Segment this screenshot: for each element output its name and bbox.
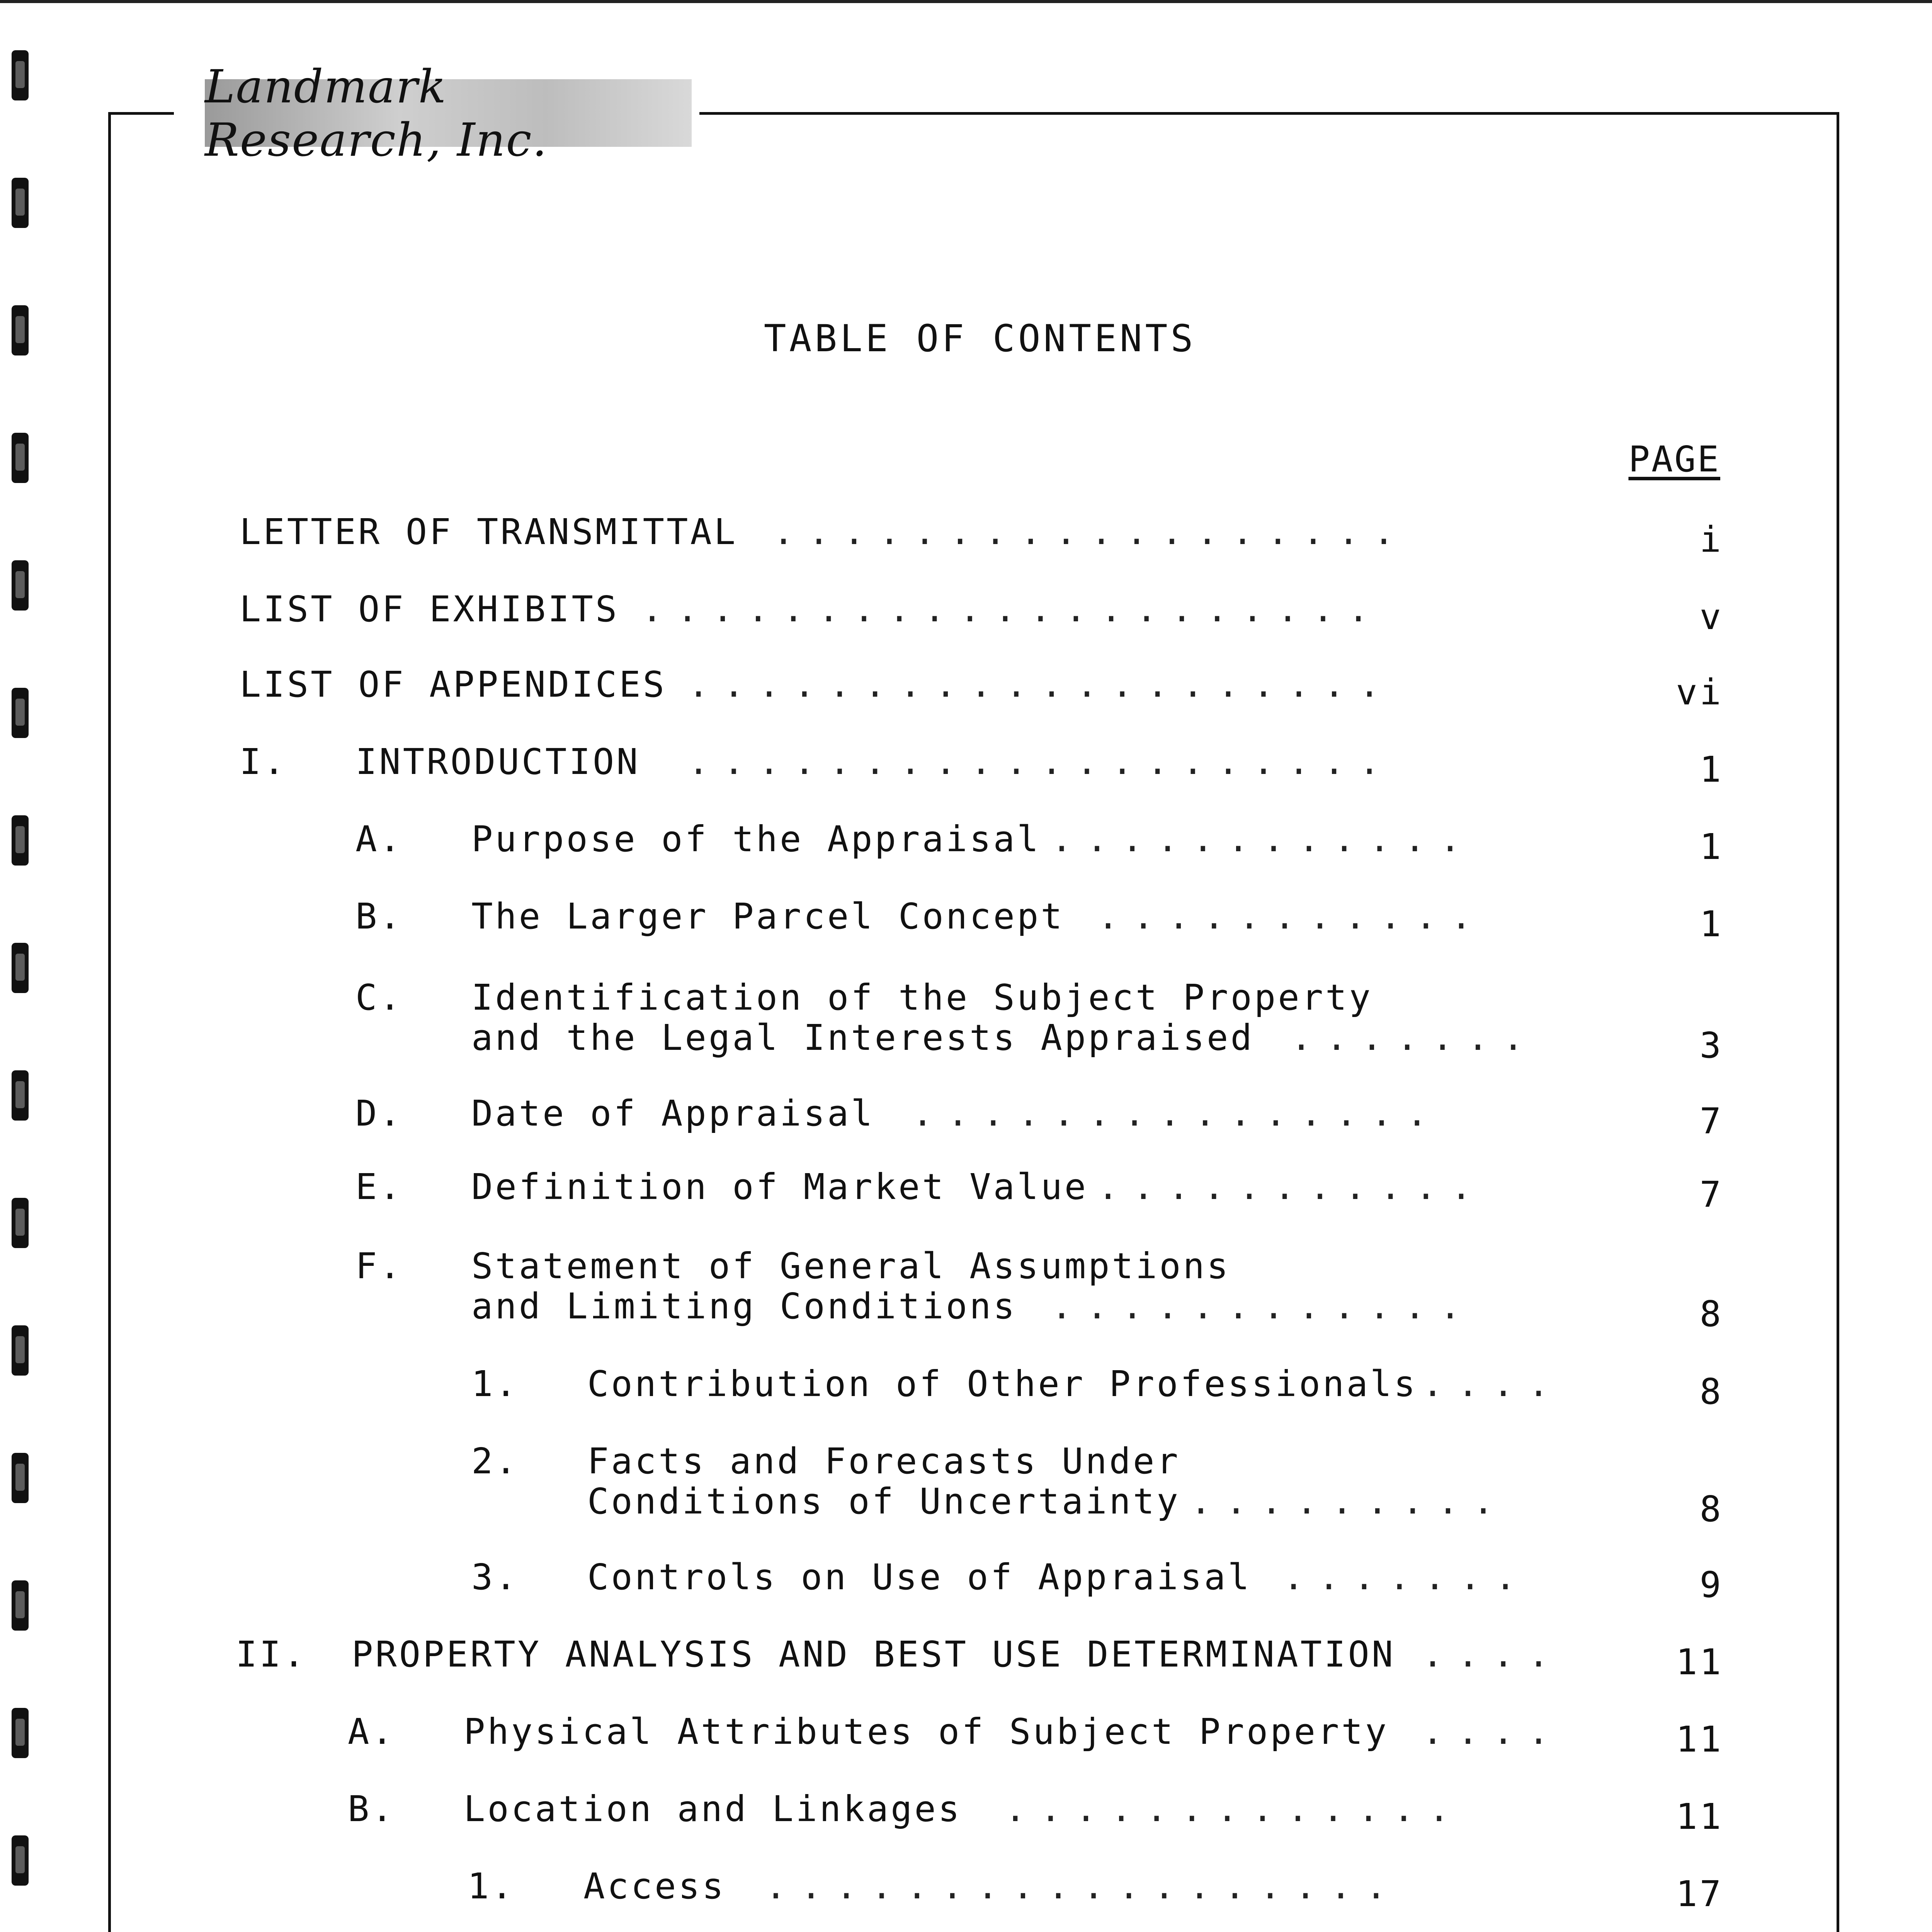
toc-entry-title-continued: and Limiting Conditions [471,1286,1017,1327]
toc-entry [0,818,1932,867]
toc-leader-dots: ............ [1051,1286,1475,1327]
toc-leader-dots: ............. [1005,1788,1464,1830]
toc-entry [0,1788,1932,1837]
toc-leader-dots: .... [1422,1711,1563,1752]
toc-entry-marker: 1. [471,1363,519,1405]
toc-entry-title: Identification of the Subject Property [471,977,1373,1018]
toc-leader-dots: .................. [773,511,1408,553]
toc-entry-title: PROPERTY ANALYSIS AND BEST USE DETERMINATION [352,1634,1396,1675]
toc-page-number: 8 [1699,1371,1723,1412]
toc-entry-title: Definition of Market Value [471,1166,1088,1208]
toc-page-number: 17 [1676,1873,1723,1915]
toc-entry [0,977,1932,1066]
toc-entry-marker: F. [355,1245,403,1287]
toc-entry [0,1245,1932,1335]
toc-entry [0,896,1932,945]
toc-page-number: vi [1676,672,1723,713]
toc-entry-marker: C. [355,977,403,1018]
toc-entry-marker: 3. [471,1556,519,1598]
toc-leader-dots: ..................... [641,588,1383,630]
toc-entry-title: Physical Attributes of Subject Property [464,1711,1389,1752]
toc-entry-marker: B. [355,896,403,937]
toc-entry-marker: E. [355,1166,403,1208]
toc-entry-title: Date of Appraisal [471,1093,875,1134]
toc-entry [0,741,1932,790]
toc-entry-title: LIST OF APPENDICES [240,664,667,705]
toc-page-number: 1 [1699,826,1723,867]
toc-leader-dots: ....... [1283,1556,1530,1598]
company-logo-text: Landmark Research, Inc. [205,60,548,167]
toc-entry-title: LIST OF EXHIBITS [240,588,619,630]
toc-entry-marker: 1. [468,1866,515,1907]
toc-entry-title: Location and Linkages [464,1788,962,1830]
toc-entry-title-continued: Conditions of Uncertainty [587,1481,1180,1522]
toc-entry-title: Access [583,1866,726,1907]
toc-leader-dots: ......... [1190,1481,1508,1522]
toc-entry [0,1166,1932,1215]
toc-leader-dots: ........... [1097,896,1486,937]
toc-entry [0,1866,1932,1915]
company-logo [205,60,692,167]
toc-page-number: 8 [1699,1488,1723,1530]
toc-page-number: 11 [1676,1719,1723,1760]
toc-entry-title: Statement of General Assumptions [471,1245,1231,1287]
toc-leader-dots: ............... [912,1093,1442,1134]
toc-entry [0,511,1932,560]
toc-leader-dots: ....... [1291,1017,1538,1058]
toc-page-number: 11 [1676,1796,1723,1837]
toc-entry-title: Controls on Use of Appraisal [587,1556,1252,1598]
toc-entry [0,1556,1932,1605]
toc-entry-marker: 2. [471,1440,519,1482]
toc-entry [0,664,1932,713]
toc-entry-marker: A. [355,818,403,860]
binding-ring [12,178,29,228]
toc-leader-dots: .................... [688,741,1394,782]
toc-entry [0,1711,1932,1760]
toc-page-number: 9 [1699,1564,1723,1605]
toc-entry-marker: I. [240,741,287,782]
toc-entry-title-continued: and the Legal Interests Appraised [471,1017,1254,1058]
toc-entry [0,1634,1932,1683]
toc-entry [0,1363,1932,1412]
toc-entry-marker: II. [236,1634,307,1675]
toc-entry-title: Contribution of Other Professionals [587,1363,1418,1405]
page-top-edge [0,0,1932,3]
toc-leader-dots: .... [1422,1634,1563,1675]
binding-ring [12,50,29,100]
toc-page-number: 1 [1699,749,1723,790]
toc-page-number: i [1699,519,1723,560]
toc-leader-dots: ........... [1097,1166,1486,1208]
toc-entry [0,1093,1932,1142]
toc-entry [0,588,1932,638]
toc-page-number: 8 [1699,1293,1723,1335]
toc-entry-title: Purpose of the Appraisal [471,818,1041,860]
toc-entry [0,1440,1932,1530]
toc-page-number: 7 [1699,1100,1723,1142]
page-column-label: PAGE [1628,439,1720,480]
toc-entry-title: Facts and Forecasts Under [587,1440,1180,1482]
toc-entry-title: INTRODUCTION [355,741,640,782]
toc-page-number: 7 [1699,1174,1723,1215]
toc-page-number: 1 [1699,903,1723,945]
toc-entry-marker: B. [348,1788,395,1830]
toc-page-number: v [1699,596,1723,638]
toc-leader-dots: .... [1422,1363,1563,1405]
toc-entry-title: LETTER OF TRANSMITTAL [240,511,738,553]
toc-leader-dots: .................. [765,1866,1401,1907]
toc-entry-marker: A. [348,1711,395,1752]
toc-leader-dots: .................... [688,664,1394,705]
toc-page-number: 3 [1699,1025,1723,1066]
page-title: TABLE OF CONTENTS [764,317,1196,360]
toc-entry-title: The Larger Parcel Concept [471,896,1065,937]
toc-leader-dots: ............ [1051,818,1475,860]
binding-ring [12,433,29,483]
toc-page-number: 11 [1676,1641,1723,1683]
toc-entry-marker: D. [355,1093,403,1134]
